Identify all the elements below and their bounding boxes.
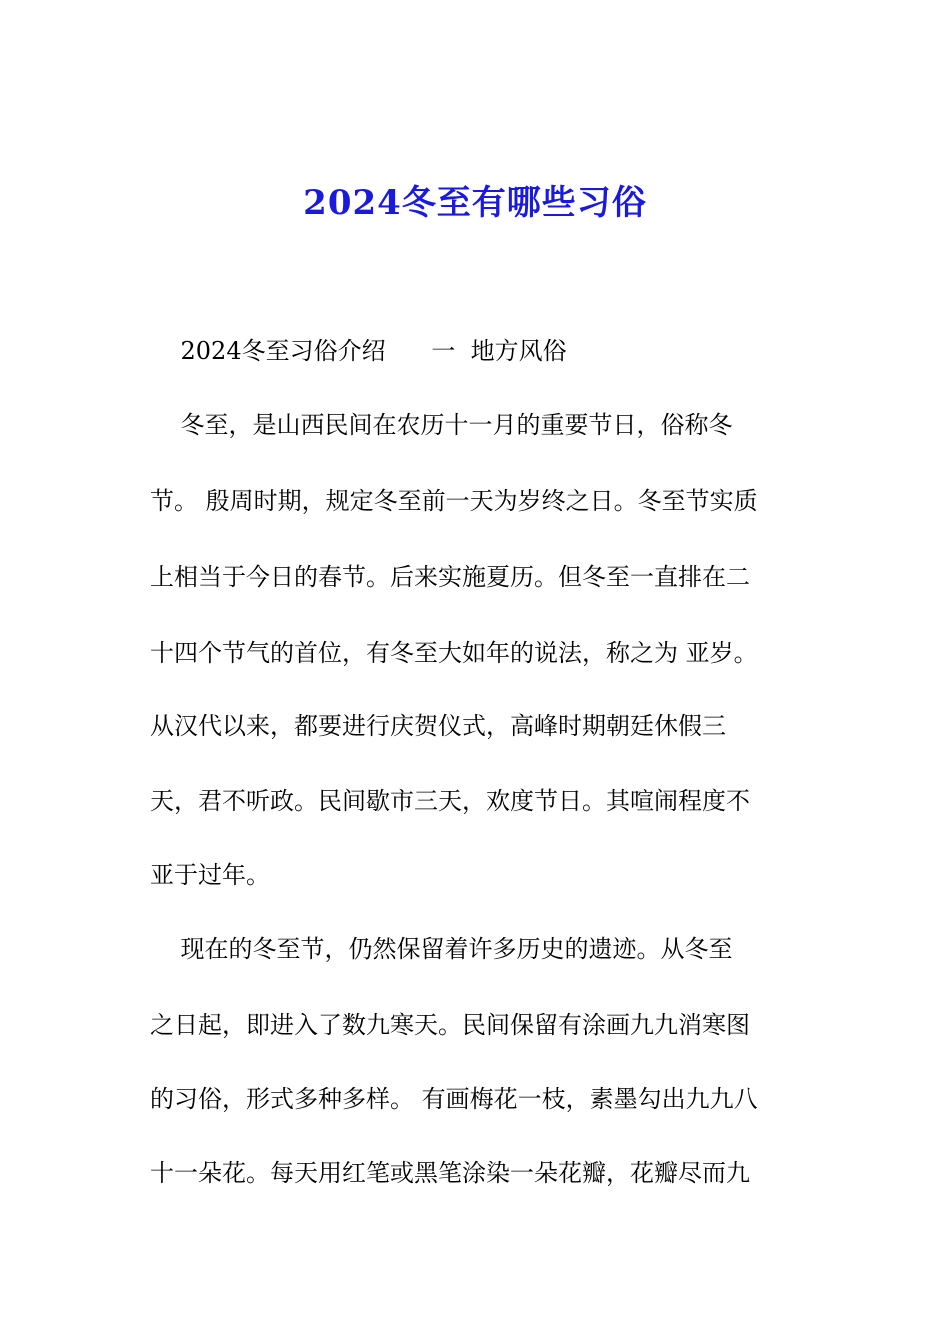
document-title: 2024冬至有哪些习俗 — [303, 183, 647, 223]
paragraph-line: 上相当于今日的春节。后来实施夏历。但冬至一直排在二 — [150, 563, 750, 591]
paragraph-line: 亚于过年。 — [150, 861, 270, 889]
paragraph-line: 节。 殷周时期，规定冬至前一天为岁终之日。冬至节实质 — [150, 487, 758, 515]
paragraph-line: 2024冬至习俗介绍 一 地方风俗 — [150, 337, 567, 365]
paragraph-line: 从汉代以来，都要进行庆贺仪式，高峰时期朝廷休假三 — [150, 712, 726, 740]
paragraph-line: 的习俗，形式多种多样。 有画梅花一枝，素墨勾出九九八 — [150, 1085, 758, 1113]
paragraph-line: 现在的冬至节，仍然保留着许多历史的遗迹。从冬至 — [150, 935, 733, 963]
paragraph-line: 冬至，是山西民间在农历十一月的重要节日，俗称冬 — [150, 411, 733, 439]
paragraph-line: 十一朵花。每天用红笔或黑笔涂染一朵花瓣，花瓣尽而九 — [150, 1159, 750, 1187]
paragraph-line: 之日起，即进入了数九寒天。民间保留有涂画九九消寒图 — [150, 1011, 750, 1039]
paragraph-line: 天，君不听政。民间歇市三天，欢度节日。其喧闹程度不 — [150, 787, 750, 815]
paragraph-line: 十四个节气的首位，有冬至大如年的说法，称之为 亚岁。 — [150, 639, 758, 667]
